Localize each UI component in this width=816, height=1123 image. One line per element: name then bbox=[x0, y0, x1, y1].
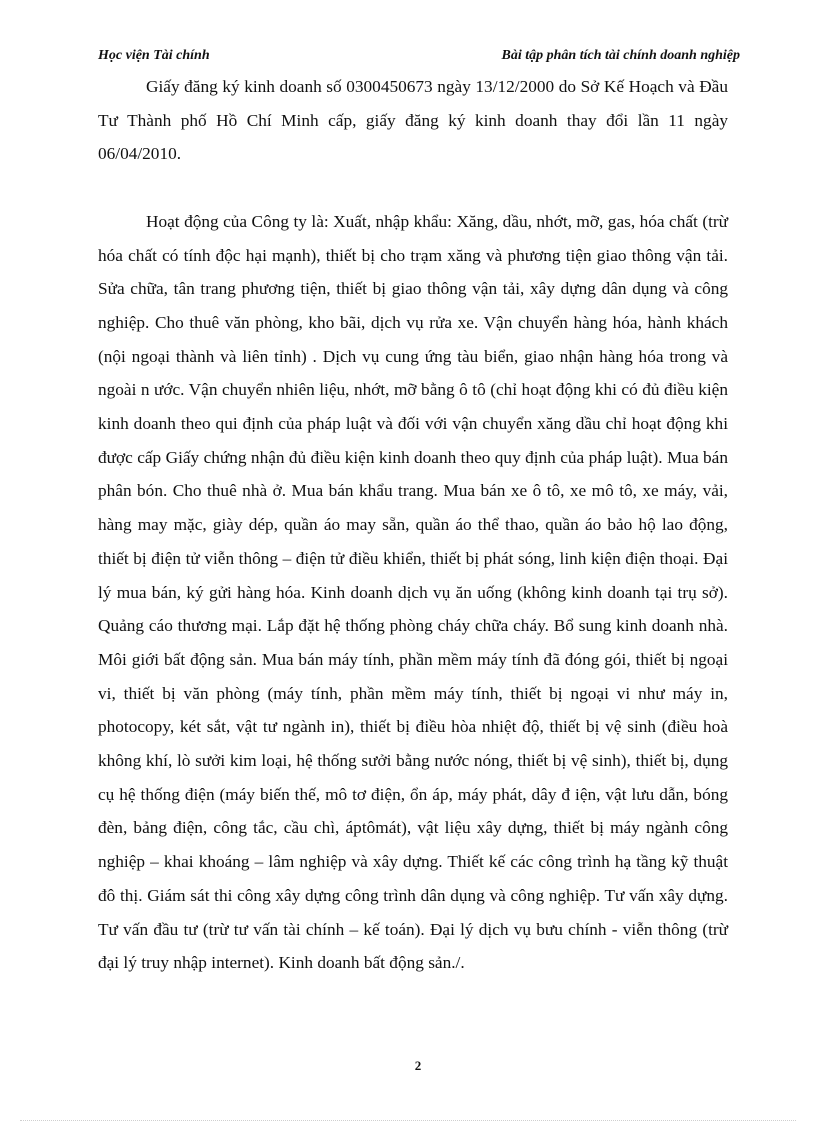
page-number: 2 bbox=[414, 1058, 422, 1073]
paragraph-business-registration: Giấy đăng ký kinh doanh số 0300450673 ngày 13/12/2000 do Sở Kế Hoạch và Đầu Tư Thành phố Hồ Chí Minh cấp, giấy đăng ký kinh doanh thay đổi lần 11 ngày 06/04/2010. bbox=[98, 77, 728, 164]
header-document-title: Bài tập phân tích tài chính doanh nghiệp bbox=[501, 48, 740, 63]
page-bottom-divider bbox=[20, 1120, 796, 1121]
paragraph-spacer bbox=[98, 171, 728, 205]
paragraph-company-activities: Hoạt động của Công ty là: Xuất, nhập khẩu: Xăng, dầu, nhớt, mỡ, gas, hóa chất (trừ hóa chất có tính độc hại mạnh), thiết bị cho trạm xăng và phương tiện giao thông vận tải. Sửa chữa, tân trang phương tiện, thiết bị giao thông vận tải, xây dựng dân dụng và công nghiệp. Cho thuê văn phòng, kho bãi, dịch vụ rửa xe. Vận chuyển hàng hóa, hành khách (nội ngoại thành và liên tỉnh) . Dịch vụ cung ứng tàu biển, giao nhận hàng hóa trong và ngoài n ước. Vận chuyển nhiên liệu, nhớt, mỡ bằng ô tô (chỉ hoạt động khi có đủ điều kiện kinh doanh theo qui định của pháp luật và đối với vận chuyển xăng dầu chỉ hoạt động khi được cấp Giấy chứng nhận đủ điều kiện kinh doanh theo quy định của pháp luật). Mua bán phân bón. Cho thuê nhà ở. Mua bán khẩu trang. Mua bán xe ô tô, xe mô tô, xe máy, vải, hàng may mặc, giày dép, quần áo may sẵn, quần áo thể thao, quần áo bảo hộ lao động, thiết bị điện tử viễn thông – điện tử điều khiển, thiết bị phát sóng, linh kiện điện thoại. Đại lý mua bán, ký gửi hàng hóa. Kinh doanh dịch vụ ăn uống (không kinh doanh tại trụ sở). Quảng cáo thương mại. Lắp đặt hệ thống phòng cháy chữa cháy. Bổ sung kinh doanh nhà. Môi giới bất động sản. Mua bán máy tính, phần mềm máy tính đã đóng gói, thiết bị ngoại vi, thiết bị văn phòng (máy tính, phần mềm máy tính, thiết bị ngoại vi như máy in, photocopy, két sắt, vật tư ngành in), thiết bị điều hòa nhiệt độ, thiết bị vệ sinh (điều hoà không khí, lò sưởi kim loại, hệ thống sưởi bằng nước nóng, thiết bị vệ sinh), thiết bị, dụng cụ hệ thống điện (máy biến thế, mô tơ điện, ổn áp, máy phát, dây đ iện, vật lưu dẫn, bóng đèn, bảng điện, công tắc, cầu chì, áptômát), vật liệu xây dựng, thiết bị máy ngành công nghiệp – khai khoáng – lâm nghiệp và xây dựng. Thiết kế các công trình hạ tầng kỹ thuật đô thị. Giám sát thi công xây dựng công trình dân dụng và công nghiệp. Tư vấn xây dựng. Tư vấn đầu tư (trừ tư vấn tài chính – kế toán). Đại lý dịch vụ bưu chính - viễn thông (trừ đại lý truy nhập internet). Kinh doanh bất động sản./. bbox=[98, 211, 728, 973]
header-institution: Học viện Tài chính bbox=[98, 48, 210, 63]
document-body bbox=[98, 70, 728, 980]
page-header bbox=[98, 48, 740, 70]
